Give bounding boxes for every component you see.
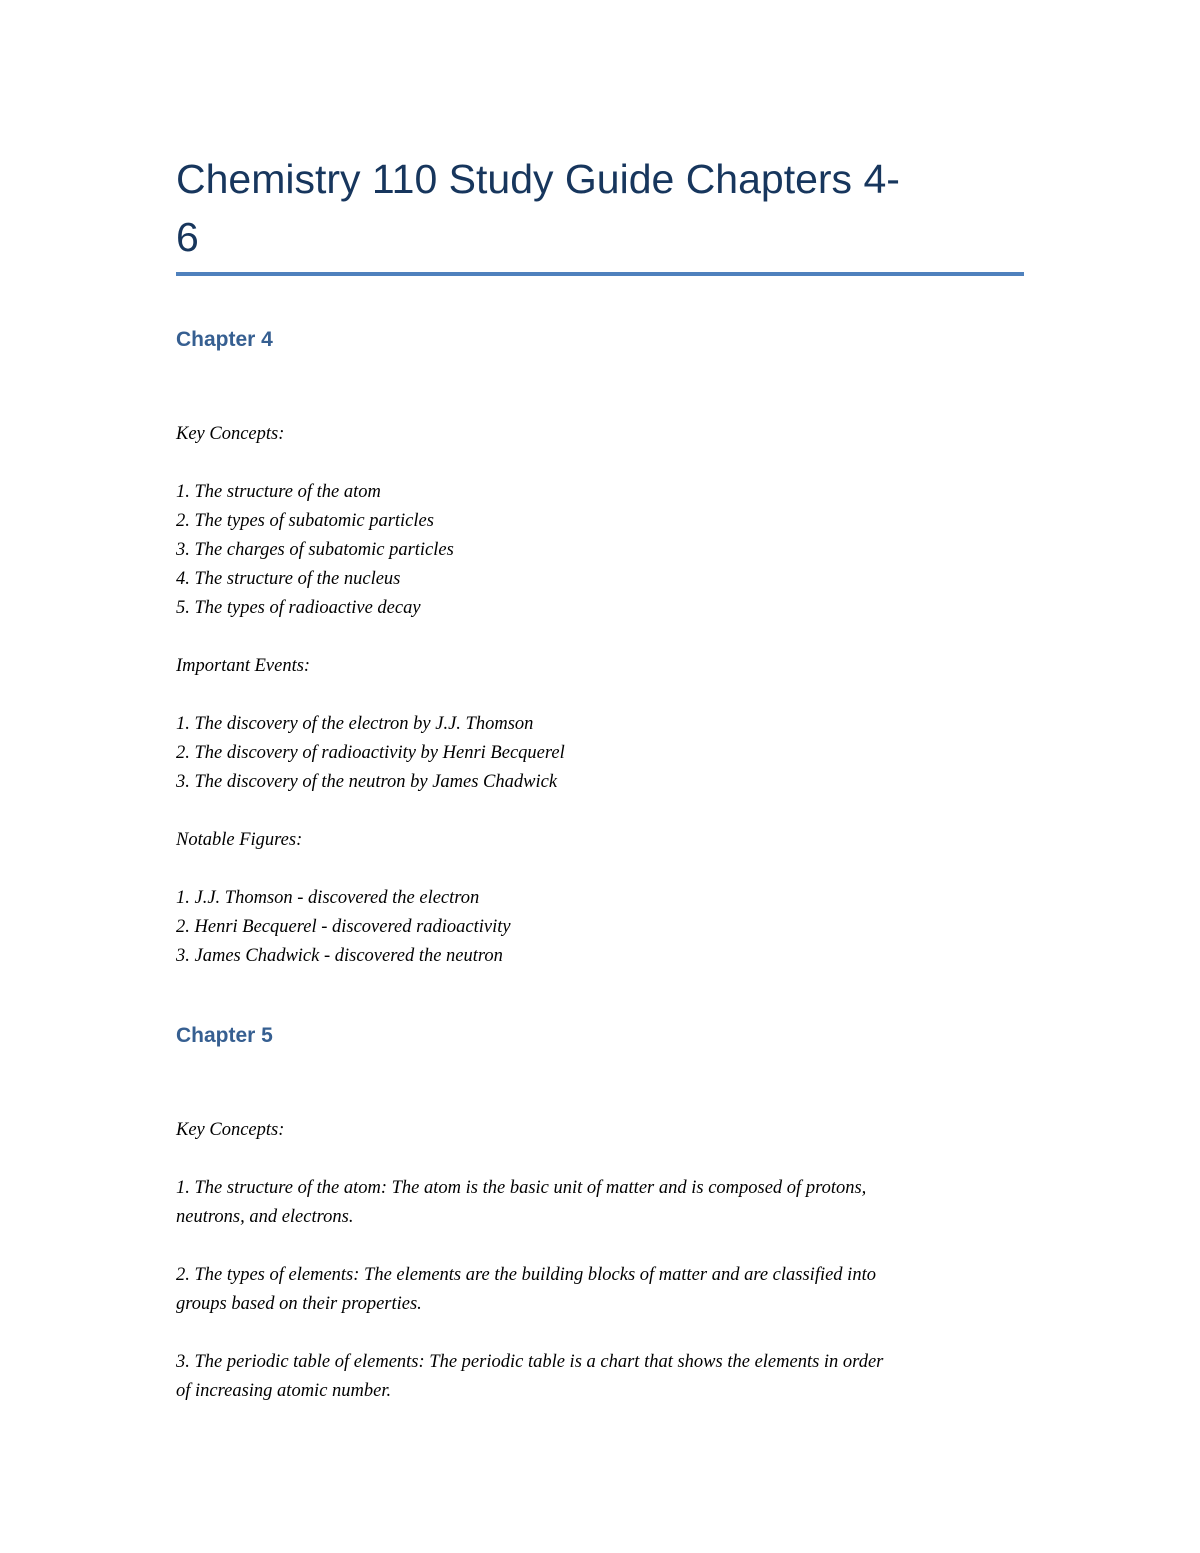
chapter-4-heading: Chapter 4: [176, 328, 273, 351]
chapter-4-key-concept-item: 2. The types of subatomic particles: [176, 511, 434, 531]
chapter-4-figure-item: 3. James Chadwick - discovered the neutron: [176, 946, 503, 966]
chapter-4-key-concept-item: 1. The structure of the atom: [176, 482, 381, 502]
document-title: Chemistry 110 Study Guide Chapters 4- 6: [176, 156, 900, 260]
chapter-4-key-concept-item: 5. The types of radioactive decay: [176, 598, 421, 618]
chapter-5-concept-item-line: of increasing atomic number.: [176, 1381, 392, 1401]
chapter-4-figure-item: 2. Henri Becquerel - discovered radioactivity: [176, 917, 511, 937]
chapter-4-figures-label: Notable Figures:: [176, 830, 303, 850]
chapter-5-concept-item-line: 2. The types of elements: The elements are the building blocks of matter and are classified into: [176, 1265, 876, 1285]
chapter-4-event-item: 2. The discovery of radioactivity by Henri Becquerel: [176, 743, 565, 763]
chapter-4-events-label: Important Events:: [176, 656, 311, 676]
chapter-4-figure-item: 1. J.J. Thomson - discovered the electron: [176, 888, 480, 908]
chapter-5-heading: Chapter 5: [176, 1024, 273, 1047]
chapter-5-concept-item-line: neutrons, and electrons.: [176, 1207, 354, 1227]
chapter-4-key-concept-item: 4. The structure of the nucleus: [176, 569, 401, 589]
chapter-4-key-concept-item: 3. The charges of subatomic particles: [176, 540, 454, 560]
chapter-4-event-item: 3. The discovery of the neutron by James Chadwick: [176, 772, 558, 792]
chapter-5-concept-item-line: 3. The periodic table of elements: The periodic table is a chart that shows the elements in order: [176, 1352, 884, 1372]
chapter-4-event-item: 1. The discovery of the electron by J.J. Thomson: [176, 714, 534, 734]
chapter-5-concept-item-line: groups based on their properties.: [176, 1294, 422, 1314]
chapter-4-key-concepts-label: Key Concepts:: [176, 424, 285, 444]
chapter-5-key-concepts-label: Key Concepts:: [176, 1120, 285, 1140]
chapter-5-concept-item-line: 1. The structure of the atom: The atom is the basic unit of matter and is composed of protons,: [176, 1178, 867, 1198]
title-underline-rule: [176, 272, 1024, 276]
